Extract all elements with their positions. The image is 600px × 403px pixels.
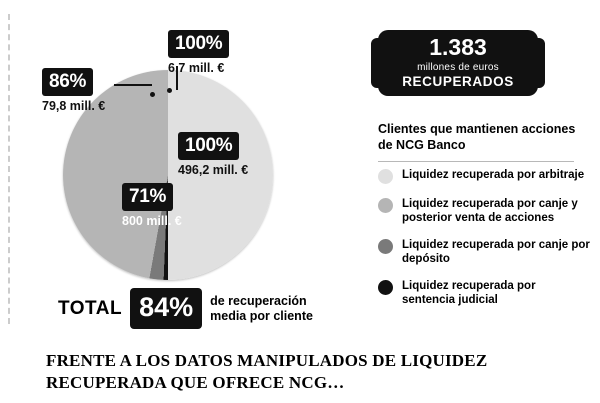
callout-sentencia-percent: 100% [168, 30, 229, 58]
legend-swatch-sentencia [378, 280, 393, 295]
left-dashed-rule [8, 14, 10, 324]
callout-deposito [42, 68, 105, 113]
callout-canje-percent: 71% [122, 183, 173, 211]
banner-number: 1.383 [429, 34, 487, 60]
banner-main-label: RECUPERADOS [402, 74, 514, 89]
callout-arbitraje-amount: 496,2 mill. € [178, 163, 249, 177]
leader-line-deposito [114, 84, 152, 86]
legend-swatch-deposito [378, 239, 393, 254]
legend-label-arbitraje: Liquidez recuperada por arbitraje [402, 169, 585, 181]
total-note: de recuperación media por cliente [210, 294, 313, 323]
legend-item-deposito [378, 238, 590, 266]
total-row [58, 288, 330, 329]
legend [378, 168, 590, 320]
legend-label-sentencia: Liquidez recuperada por sentencia judicial [402, 280, 536, 307]
legend-label-canje-venta: Liquidez recuperada por canje y posterior venta de acciones [402, 198, 578, 225]
footer-caption: FRENTE A LOS DATOS MANIPULADOS DE LIQUIDEZ RECUPERADA QUE OFRECE NCG… [46, 351, 488, 393]
callout-arbitraje-percent: 100% [178, 132, 239, 160]
legend-title: Clientes que mantienen acciones de NCG Banco [378, 122, 576, 152]
legend-swatch-arbitraje [378, 169, 393, 184]
total-label: TOTAL [58, 297, 123, 319]
callout-sentencia-amount: 6,7 mill. € [168, 61, 225, 75]
leader-dot-deposito [150, 92, 155, 97]
legend-item-canje-venta [378, 197, 590, 225]
banner-subtitle: millones de euros [417, 62, 499, 73]
legend-divider [378, 161, 574, 162]
callout-sentencia [168, 30, 229, 75]
legend-label-deposito: Liquidez recuperada por canje por depósito [402, 239, 590, 266]
leader-dot-sentencia [167, 88, 172, 93]
legend-item-sentencia [378, 279, 590, 307]
callout-canje [122, 183, 182, 228]
callout-canje-amount: 800 mill. € [122, 214, 182, 228]
legend-item-arbitraje [378, 168, 590, 184]
callout-deposito-percent: 86% [42, 68, 93, 96]
total-value: 84% [130, 288, 202, 329]
callout-arbitraje [178, 132, 248, 177]
callout-deposito-amount: 79,8 mill. € [42, 99, 106, 113]
legend-swatch-canje-venta [378, 198, 393, 213]
recovered-banner [378, 30, 538, 96]
